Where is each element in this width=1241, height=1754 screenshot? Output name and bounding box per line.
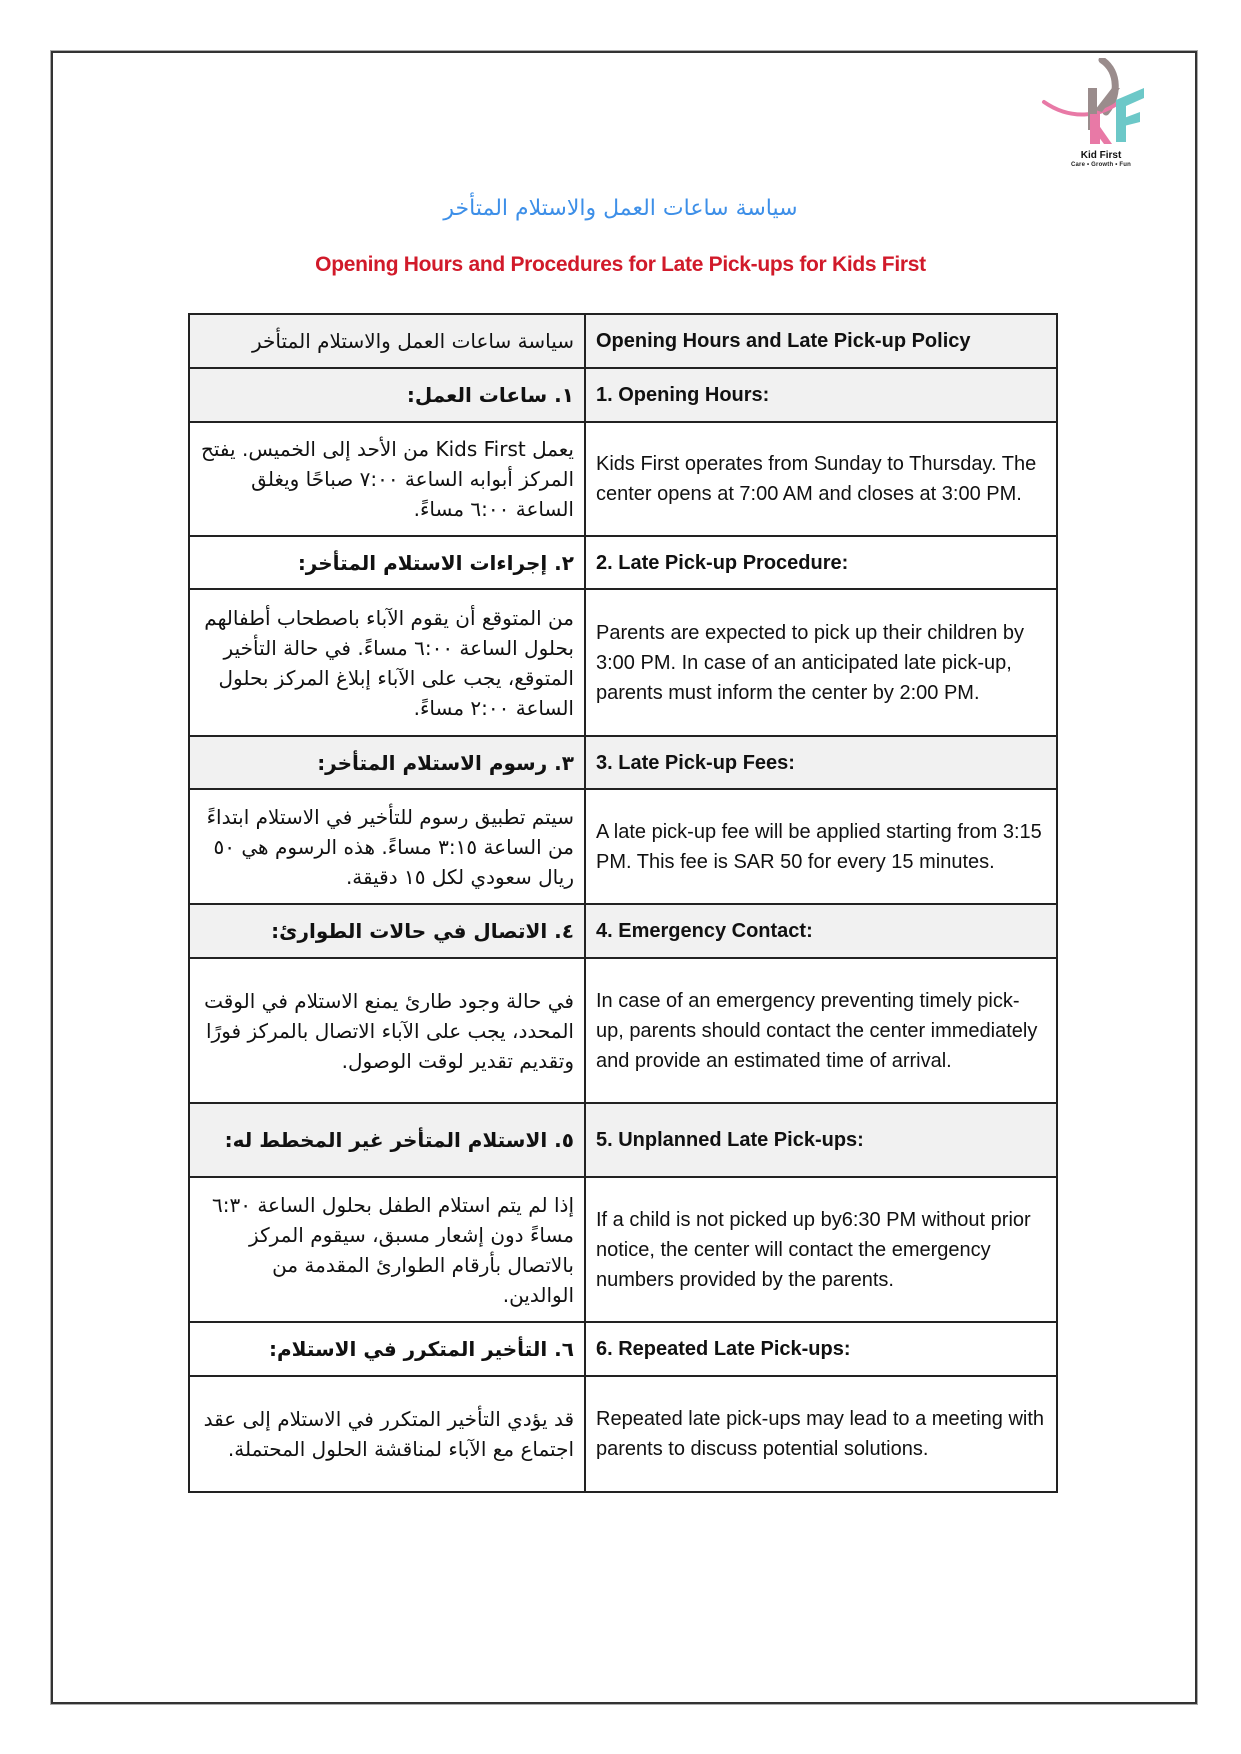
- section-heading-row: [189, 1322, 1057, 1376]
- section-heading-row: [189, 736, 1057, 789]
- table-header-row: [189, 314, 1057, 368]
- section-heading-arabic: ١. ساعات العمل:: [189, 368, 585, 422]
- kid-first-logo: [1040, 58, 1162, 176]
- section-body-arabic: إذا لم يتم استلام الطفل بحلول الساعة ٦:٣٠ مساءً دون إشعار مسبق، سيقوم المركز بالاتصال بأرقام الطوارئ المقدمة من الوالدين.: [189, 1177, 585, 1322]
- section-heading-english: 1. Opening Hours:: [585, 368, 1057, 422]
- section-heading-english: 2. Late Pick-up Procedure:: [585, 536, 1057, 589]
- section-body-english: Kids First operates from Sunday to Thursday. The center opens at 7:00 AM and closes at 3:00 PM.: [585, 422, 1057, 536]
- section-body-row: [189, 589, 1057, 736]
- section-body-row: [189, 1376, 1057, 1492]
- section-heading-arabic: ٤. الاتصال في حالات الطوارئ:: [189, 904, 585, 958]
- logo-tagline: Care • Growth • Fun: [1070, 162, 1131, 168]
- section-heading-row: [189, 904, 1057, 958]
- section-heading-english: 5. Unplanned Late Pick-ups:: [585, 1103, 1057, 1177]
- section-heading-arabic: ٣. رسوم الاستلام المتأخر:: [189, 736, 585, 789]
- section-body-row: [189, 789, 1057, 904]
- section-body-row: [189, 422, 1057, 536]
- section-body-arabic: من المتوقع أن يقوم الآباء باصطحاب أطفالهم بحلول الساعة ٦:٠٠ مساءً. في حالة التأخير المتوقع، يجب على الآباء إبلاغ المركز بحلول الساعة ٢:٠٠ مساءً.: [189, 589, 585, 736]
- policy-table: [188, 313, 1058, 1493]
- section-heading-english: 6. Repeated Late Pick-ups:: [585, 1322, 1057, 1376]
- section-body-arabic: سيتم تطبيق رسوم للتأخير في الاستلام ابتداءً من الساعة ٣:١٥ مساءً. هذه الرسوم هي ٥٠ ريال سعودي لكل ١٥ دقيقة.: [189, 789, 585, 904]
- section-body-english: If a child is not picked up by6:30 PM without prior notice, the center will contact the emergency numbers provided by the parents.: [585, 1177, 1057, 1322]
- section-body-row: [189, 958, 1057, 1103]
- arabic-title: سياسة ساعات العمل والاستلام المتأخر: [443, 196, 798, 221]
- section-body-english: Parents are expected to pick up their children by 3:00 PM. In case of an anticipated late pick-up, parents must inform the center by 2:00 PM.: [585, 589, 1057, 736]
- section-heading-arabic: ٦. التأخير المتكرر في الاستلام:: [189, 1322, 585, 1376]
- header-arabic: سياسة ساعات العمل والاستلام المتأخر: [189, 314, 585, 368]
- section-heading-row: [189, 536, 1057, 589]
- section-body-english: A late pick-up fee will be applied starting from 3:15 PM. This fee is SAR 50 for every 15 minutes.: [585, 789, 1057, 904]
- section-body-row: [189, 1177, 1057, 1322]
- header-english: Opening Hours and Late Pick-up Policy: [585, 314, 1057, 368]
- section-heading-row: [189, 1103, 1057, 1177]
- section-body-arabic: قد يؤدي التأخير المتكرر في الاستلام إلى عقد اجتماع مع الآباء لمناقشة الحلول المحتملة.: [189, 1376, 585, 1492]
- section-body-english: Repeated late pick-ups may lead to a meeting with parents to discuss potential solutions.: [585, 1376, 1057, 1492]
- section-body-arabic: يعمل Kids First من الأحد إلى الخميس. يفتح المركز أبوابه الساعة ٧:٠٠ صباحًا ويغلق الساعة ٦:٠٠ مساءً.: [189, 422, 585, 536]
- section-heading-row: [189, 368, 1057, 422]
- section-heading-english: 4. Emergency Contact:: [585, 904, 1057, 958]
- section-heading-arabic: ٢. إجراءات الاستلام المتأخر:: [189, 536, 585, 589]
- section-heading-english: 3. Late Pick-up Fees:: [585, 736, 1057, 789]
- logo-name: Kid First: [1080, 150, 1122, 161]
- kf-logo-mark-icon: [1040, 58, 1162, 150]
- english-title: Opening Hours and Procedures for Late Pick-ups for Kids First: [315, 253, 926, 276]
- section-body-english: In case of an emergency preventing timely pick-up, parents should contact the center immediately and provide an estimated time of arrival.: [585, 958, 1057, 1103]
- section-body-arabic: في حالة وجود طارئ يمنع الاستلام في الوقت المحدد، يجب على الآباء الاتصال بالمركز فورًا وتقديم تقدير لوقت الوصول.: [189, 958, 585, 1103]
- section-heading-arabic: ٥. الاستلام المتأخر غير المخطط له:: [189, 1103, 585, 1177]
